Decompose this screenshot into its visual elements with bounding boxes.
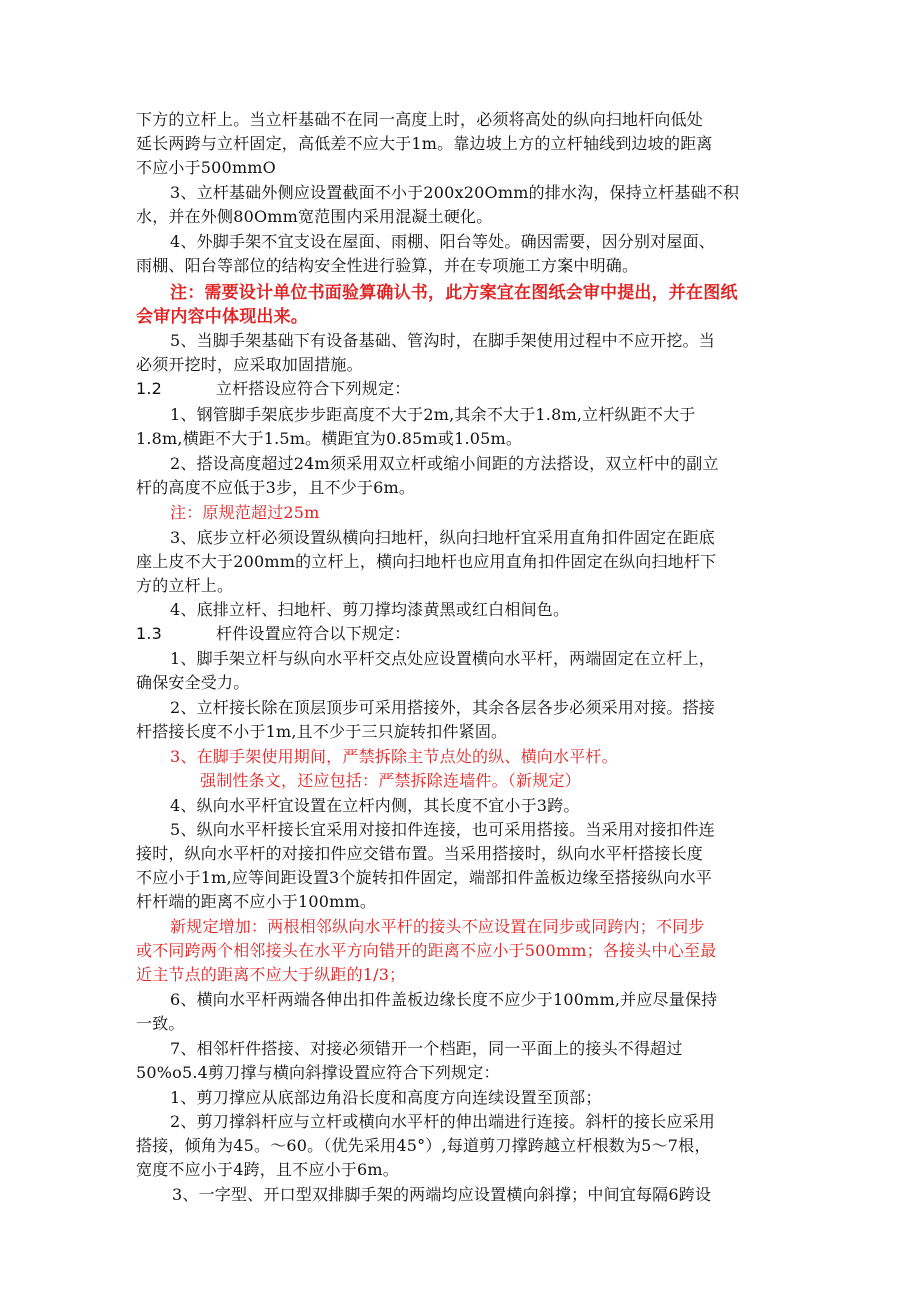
- text-line: 不应小于500mmO: [136, 158, 277, 177]
- text-line: 6、横向水平杆两端各伸出扣件盖板边缘长度不应少于100mm,并应尽量保持: [170, 990, 718, 1009]
- text-line: 50%o5.4剪刀撑与横向斜撑设置应符合下列规定：: [136, 1063, 500, 1082]
- section-number: 1.2: [136, 379, 163, 398]
- text-line: 水，并在外侧80Omm宽范围内采用混凝土硬化。: [136, 207, 493, 226]
- text-line: 2、搭设高度超过24m须采用双立杆或缩小间距的方法搭设，双立杆中的副立: [170, 454, 719, 473]
- text-line: 1、钢管脚手架底步步距高度不大于2m,其余不大于1.8m,立杆纵距不大于: [170, 405, 696, 424]
- text-line: 杆搭接长度不小于1m,且不少于三只旋转扣件紧固。: [136, 722, 508, 741]
- text-line: 确保安全受力。: [136, 673, 250, 692]
- note-line: 近主节点的距离不应大于纵距的1/3；: [136, 965, 406, 984]
- text-line: 一致。: [136, 1014, 185, 1033]
- text-line: 必须开挖时，应采取加固措施。: [136, 355, 363, 374]
- text-line: 搭接，倾角为45。～60。（优先采用45°）,每道剪刀撑跨越立杆根数为5～7根，: [136, 1136, 711, 1155]
- text-line: 雨棚、阳台等部位的结构安全性进行验算，并在专项施工方案中明确。: [136, 256, 639, 275]
- text-line: 不应小于1m,应等间距设置3个旋转扣件固定，端部扣件盖板边缘至搭接纵向水平: [136, 868, 713, 887]
- note-line: 会审内容中体现出来。: [136, 307, 308, 327]
- text-line: 3、底步立杆必须设置纵横向扫地杆，纵向扫地杆宜采用直角扣件固定在距底: [170, 528, 715, 547]
- text-line: 下方的立杆上。当立杆基础不在同一高度上时，必须将高处的纵向扫地杆向低处: [136, 110, 704, 129]
- text-line: 2、剪刀撑斜杆应与立杆或横向水平杆的伸出端进行连接。斜杆的接长应采用: [170, 1112, 715, 1131]
- text-line: 5、当脚手架基础下有设备基础、管沟时，在脚手架使用过程中不应开挖。当: [170, 331, 715, 350]
- text-line: 杆的高度不应低于3步，且不少于6m。: [136, 478, 416, 497]
- note-line: 注：原规范超过25m: [170, 503, 320, 522]
- note-line: 强制性条文，还应包括：严禁拆除连墙件。（新规定）: [200, 771, 581, 790]
- text-line: 宽度不应小于4跨，且不应小于6m。: [136, 1160, 399, 1179]
- text-line: 杆杆端的距离不应小于100mm。: [136, 892, 377, 911]
- text-line: 延长两跨与立杆固定，高低差不应大于1m。靠边坡上方的立杆轴线到边坡的距离: [136, 134, 713, 153]
- section-heading: 杆件设置应符合以下规定：: [216, 624, 411, 643]
- text-line: 4、外脚手架不宜支设在屋面、雨棚、阳台等处。确因需要，因分别对屋面、: [170, 232, 715, 251]
- text-line: 3、一字型、开口型双排脚手架的两端均应设置横向斜撑；中间宜每隔6跨设: [172, 1185, 712, 1204]
- section-number: 1.3: [136, 624, 163, 643]
- note-line: 3、在脚手架使用期间，严禁拆除主节点处的纵、横向水平杆。: [170, 747, 618, 766]
- note-line: 新规定增加：两根相邻纵向水平杆的接头不应设置在同步或同跨内；不同步: [170, 917, 705, 936]
- text-line: 5、纵向水平杆接长宜采用对接扣件连接，也可采用搭接。当采用对接扣件连: [170, 820, 715, 839]
- text-line: 1、脚手架立杆与纵向水平杆交点处应设置横向水平杆，两端固定在立杆上，: [170, 649, 715, 668]
- text-line: 1、剪刀撑应从底部边角沿长度和高度方向连续设置至顶部；: [170, 1088, 602, 1107]
- note-line: 或不同跨两个相邻接头在水平方向错开的距离不应小于500mm；各接头中心至最: [136, 941, 717, 960]
- text-line: 2、立杆接长除在顶层顶步可采用搭接外，其余各层各步必须采用对接。搭接: [170, 698, 715, 717]
- text-line: 4、纵向水平杆宜设置在立杆内侧，其长度不宜小于3跨。: [170, 796, 580, 815]
- text-line: 座上皮不大于200mm的立杆上，横向扫地杆也应用直角扣件固定在纵向扫地杆下: [136, 552, 717, 571]
- text-line: 4、底排立杆、扫地杆、剪刀撑均漆黄黑或红白相间色。: [170, 600, 570, 619]
- text-line: 7、相邻杆件搭接、对接必须错开一个档距，同一平面上的接头不得超过: [170, 1039, 683, 1058]
- text-line: 方的立杆上。: [136, 576, 234, 595]
- note-line: 注：需要设计单位书面验算确认书，此方案宜在图纸会审中提出，并在图纸: [170, 283, 738, 303]
- text-line: 3、立杆基础外侧应设置截面不小于200x20Omm的排水沟，保持立杆基础不积: [170, 183, 740, 202]
- text-line: 接时，纵向水平杆的对接扣件应交错布置。当采用搭接时，纵向水平杆搭接长度: [136, 844, 704, 863]
- section-heading: 立杆搭设应符合下列规定：: [216, 379, 411, 398]
- text-line: 1.8m,横距不大于1.5m。横距宜为0.85m或1.05m。: [136, 429, 523, 448]
